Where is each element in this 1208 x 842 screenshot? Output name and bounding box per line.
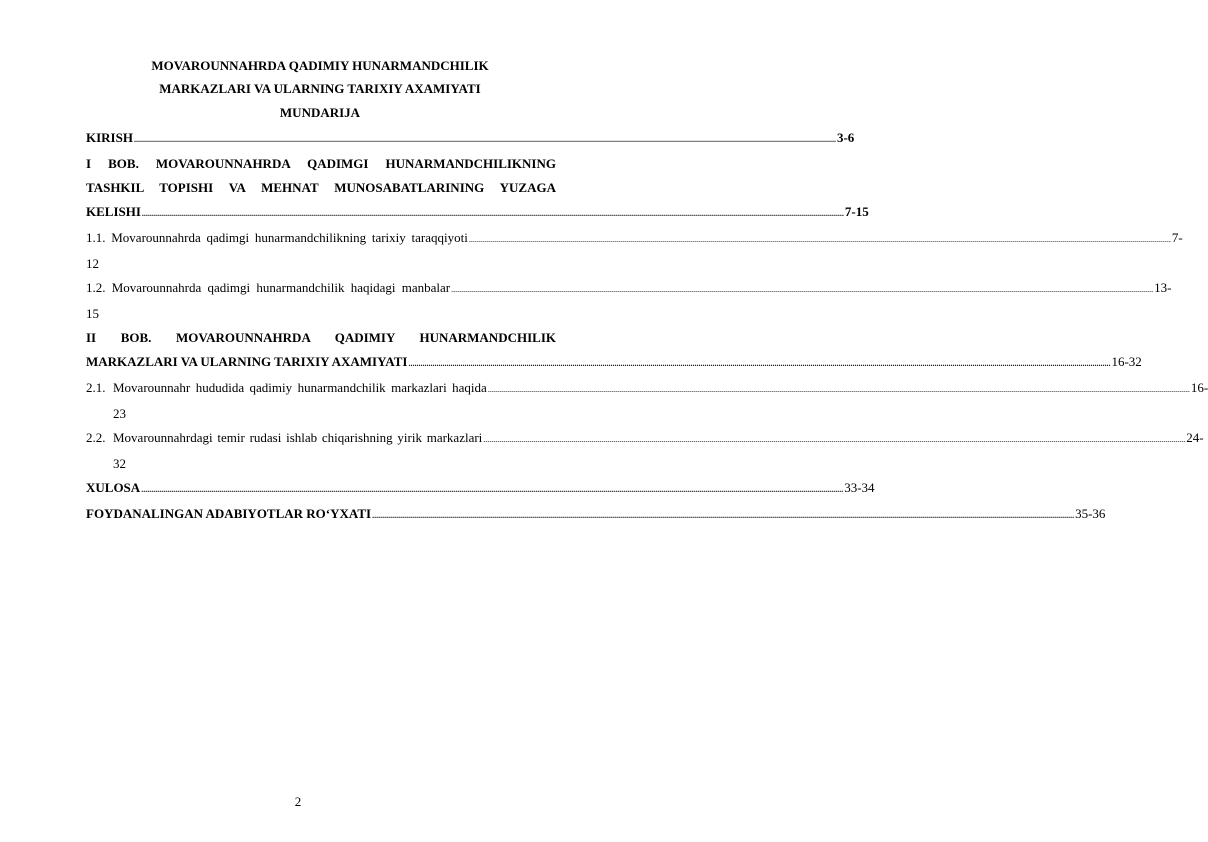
- toc-entry-number: 2.1.: [86, 380, 106, 395]
- toc-entry-body: [113, 376, 1208, 426]
- dot-leader: [483, 428, 1185, 452]
- toc-entry-kirish: [86, 126, 855, 152]
- toc-entry-text-line: I BOB. MOVAROUNNAHRDA QADIMGI HUNARMANDCHILIKNING: [86, 156, 556, 171]
- toc-entry-pages: 7-15: [844, 204, 869, 219]
- dot-leader: [469, 228, 1171, 252]
- toc-entry-pages: 7-: [1171, 230, 1183, 245]
- dot-leader: [134, 128, 836, 152]
- toc-entry-pages-continued: 15: [86, 306, 99, 321]
- contents-heading: MUNDARIJA: [279, 105, 361, 120]
- toc-entry-chapter-1: [86, 152, 869, 226]
- toc-entry-section-2-2: [86, 426, 1204, 476]
- toc-entry-line: [86, 276, 1172, 302]
- toc-entry-xulosa: [86, 476, 875, 502]
- toc-entry-text-line: II BOB. MOVAROUNNAHRDA QADIMIY HUNARMANDCHILIK: [86, 330, 556, 345]
- dot-leader: [142, 202, 844, 226]
- toc-entry-label: MARKAZLARI VA ULARNING TARIXIY AXAMIYATI: [86, 354, 408, 369]
- toc-entry-label: KELISHI: [86, 204, 141, 219]
- toc-entry-section-1-2: [86, 276, 1172, 326]
- dot-leader: [141, 478, 843, 502]
- toc-entry-text-line: TASHKIL TOPISHI VA MEHNAT MUNOSABATLARINING YUZAGA: [86, 180, 556, 195]
- toc-entry-pages: 16-: [1190, 380, 1208, 395]
- toc-entry-line: [86, 226, 1183, 252]
- toc-entry-pages: 24-: [1186, 430, 1204, 445]
- dot-leader: [451, 278, 1153, 302]
- dot-leader: [372, 504, 1074, 528]
- dot-leader: [408, 352, 1110, 376]
- toc-entry-pages-continued: 23: [113, 406, 126, 421]
- toc-entry-pages: 13-: [1154, 280, 1172, 295]
- toc-entry-pages: 3-6: [836, 130, 855, 145]
- toc-entry-label: KIRISH: [86, 130, 133, 145]
- toc-entry-line: [113, 376, 1208, 402]
- toc-entry-label: Movarounnahr hududida qadimiy hunarmandchilik markazlari haqida: [113, 380, 487, 395]
- toc-entry-bibliography: [86, 502, 1106, 528]
- toc-entry-pages-continued: 12: [86, 256, 99, 271]
- toc-entry-chapter-2: [86, 326, 1142, 376]
- toc-entry-last-line: [86, 200, 869, 226]
- toc-entry-label: 1.2. Movarounnahrda qadimgi hunarmandchilik haqidagi manbalar: [86, 280, 451, 295]
- toc-entry-label: 1.1. Movarounnahrda qadimgi hunarmandchilikning tarixiy taraqqiyoti: [86, 230, 468, 245]
- toc-entry-pages-continued: 32: [113, 456, 126, 471]
- toc-entry-section-2-1: [86, 376, 1208, 426]
- toc-entry-line: [113, 426, 1204, 452]
- table-of-contents: [86, 126, 1208, 528]
- toc-entry-label: Movarounnahrdagi temir rudasi ishlab chiqarishning yirik markazlari: [113, 430, 483, 445]
- document-title-line-1: MOVAROUNNAHRDA QADIMIY HUNARMANDCHILIK: [151, 58, 489, 73]
- toc-entry-pages: 35-36: [1075, 506, 1106, 521]
- toc-entry-number: 2.2.: [86, 430, 106, 445]
- document-title-line-2: MARKAZLARI VA ULARNING TARIXIY AXAMIYATI: [159, 81, 481, 96]
- toc-entry-last-line: [86, 350, 1142, 376]
- toc-entry-label: XULOSA: [86, 480, 141, 495]
- dot-leader: [488, 378, 1190, 402]
- toc-entry-pages: 16-32: [1111, 354, 1142, 369]
- toc-entry-pages: 33-34: [844, 480, 875, 495]
- toc-entry-section-1-1: [86, 226, 1183, 276]
- page-number: 2: [294, 794, 302, 809]
- toc-entry-row: [86, 426, 1204, 476]
- toc-entry-row: [86, 376, 1208, 426]
- toc-entry-body: [113, 426, 1204, 476]
- toc-entry-label: FOYDANALINGAN ADABIYOTLAR RO‘YXATI: [86, 506, 372, 521]
